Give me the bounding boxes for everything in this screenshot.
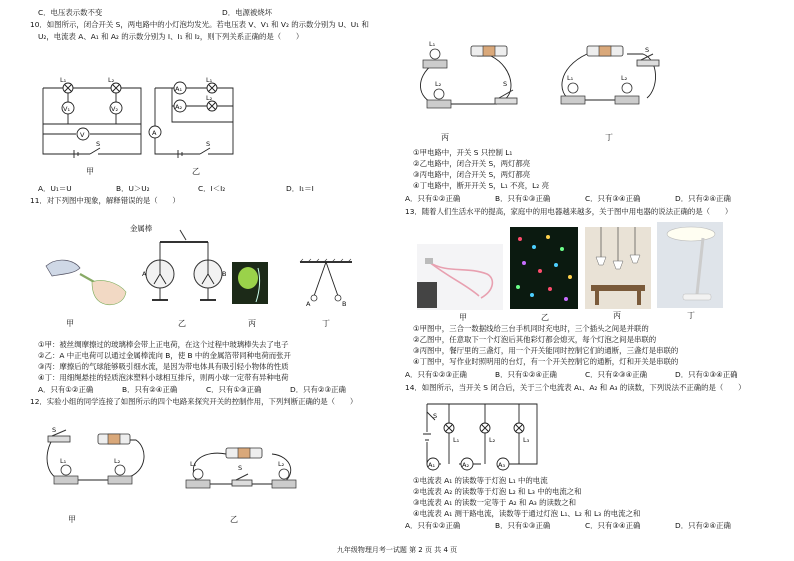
q11-fig-jia-hand bbox=[40, 252, 130, 312]
q11-ding-a-label: A bbox=[306, 300, 311, 308]
q13-option-b: B．只有①②④正确 bbox=[495, 370, 557, 379]
q10-yi-a2-label: A₂ bbox=[175, 103, 183, 111]
q11-option-a: A．只有①②正确 bbox=[38, 385, 94, 394]
q12-yi-labels bbox=[176, 440, 306, 500]
q10-fig-jia: 甲 bbox=[86, 167, 94, 176]
q12-stem: 12．实验小组的同学连接了如图所示的四个电路来探究开关的控制作用，下列判断正确的是（ ） bbox=[30, 397, 358, 406]
q13-item-1: ①甲图中，三合一数据线给三台手机同时充电时，三个插头之间是并联的 bbox=[413, 324, 649, 333]
q13-stem: 13．随着人们生活水平的提高，家庭中的用电器越来越多，关于图中用电器的说法正确的是（ ） bbox=[405, 207, 733, 216]
q12-yi-l2-label: L₂ bbox=[278, 460, 285, 468]
q12-item-1: ①甲电路中，开关 S 只控制 L₁ bbox=[413, 148, 513, 157]
q14-s-label: S bbox=[433, 412, 438, 420]
q14-option-a: A．只有①②正确 bbox=[405, 521, 461, 530]
q12-yi-l1-label: L₁ bbox=[190, 460, 197, 468]
q10-jia-v-label: V bbox=[80, 131, 85, 139]
q10-yi-a-label: A bbox=[152, 129, 157, 137]
right-column bbox=[397, 0, 785, 561]
q10-option-a: A．U₁＝U bbox=[38, 184, 72, 193]
q11-yi-a-label: A bbox=[142, 270, 147, 278]
q13-photo-bing-dining-lamps bbox=[585, 227, 651, 309]
q14-l3-label: L₃ bbox=[523, 436, 530, 444]
q12-item-2: ②乙电路中，闭合开关 S，两灯都亮 bbox=[413, 159, 531, 168]
q11-fig-yi-caption: 乙 bbox=[178, 319, 186, 328]
q13-item-3: ③丙图中，餐厅里的三盏灯，用一个开关能同时控制它们的通断，三盏灯是串联的 bbox=[413, 346, 679, 355]
q12-item-3: ③丙电路中，闭合开关 S，两灯都亮 bbox=[413, 170, 531, 179]
q11-option-d: D．只有②③正确 bbox=[290, 385, 346, 394]
q12-jia-l2-label: L₂ bbox=[114, 457, 121, 465]
q14-option-b: B．只有①③正确 bbox=[495, 521, 551, 530]
q12-bing-l2-label: L₂ bbox=[435, 80, 442, 88]
q12-bing-labels bbox=[411, 38, 531, 118]
q12-yi-s-label: S bbox=[238, 464, 243, 472]
q10-option-b: B．U＞U₂ bbox=[116, 184, 150, 193]
q13-item-4: ④丁图中，写作业时照明用的台灯，有一个开关控制它的通断，灯和开关是串联的 bbox=[413, 357, 679, 366]
q12-option-c: C．只有③④正确 bbox=[585, 194, 641, 203]
q14-l1-label: L₁ bbox=[453, 436, 460, 444]
q9-option-c: C．电压表示数不变 bbox=[38, 8, 103, 17]
q14-a1-label: A₁ bbox=[428, 461, 436, 469]
q11-fig-bing-balloon bbox=[232, 262, 268, 304]
q12-option-a: A．只有①②正确 bbox=[405, 194, 461, 203]
q14-item-3: ③电流表 A₁ 的读数一定等于 A₂ 和 A₃ 的读数之和 bbox=[413, 498, 577, 507]
q10-stem-2: U₂，电流表 A、A₁ 和 A₂ 的示数分别为 I、I₁ 和 I₂，则下列关系正确的是（ ） bbox=[38, 32, 304, 41]
q12-bing-l1-label: L₁ bbox=[429, 40, 436, 48]
q12-fig-ding-caption: 丁 bbox=[605, 133, 613, 142]
q11-fig-ding-labels bbox=[296, 258, 356, 308]
q14-item-1: ①电流表 A₁ 的读数等于灯泡 L₁ 中的电流 bbox=[413, 476, 548, 485]
q14-l2-label: L₂ bbox=[489, 436, 496, 444]
q14-option-d: D．只有②④正确 bbox=[675, 521, 731, 530]
q12-fig-yi-caption: 乙 bbox=[230, 515, 238, 524]
q10-option-d: D．I₁＝I bbox=[286, 184, 314, 193]
q11-option-c: C．只有①③正确 bbox=[206, 385, 262, 394]
page-footer: 九年级物理月考一试题 第 2 页 共 4 页 bbox=[336, 546, 458, 554]
q12-bing-s-label: S bbox=[503, 80, 508, 88]
q11-item-3: ③丙：摩擦后的气球能够吸引细水流，是因为带电体具有吸引轻小物体的性质 bbox=[38, 362, 289, 371]
q13-photo-ding-desk-lamp bbox=[657, 222, 723, 308]
q13-photo-yi-string-lights bbox=[510, 227, 578, 309]
q12-ding-s-label: S bbox=[645, 46, 650, 54]
q13-fig-yi-caption: 乙 bbox=[541, 313, 549, 322]
q13-option-a: A．只有①②③正确 bbox=[405, 370, 467, 379]
q10-circuit-yi-labels bbox=[150, 76, 238, 164]
q10-circuit-jia-labels bbox=[38, 76, 146, 164]
q12-fig-jia-caption: 甲 bbox=[68, 515, 76, 524]
q14-stem: 14．如图所示，当开关 S 闭合后，关于三个电流表 A₁、A₂ 和 A₃ 的读数，下列说法不正确的是（ ） bbox=[405, 383, 746, 392]
q10-jia-l1-label: L₁ bbox=[60, 76, 67, 84]
q13-fig-jia-caption: 甲 bbox=[459, 313, 467, 322]
q12-fig-bing-caption: 丙 bbox=[441, 133, 449, 142]
q12-option-d: D．只有②④正确 bbox=[675, 194, 731, 203]
q11-item-1: ①甲：被丝绸摩擦过的玻璃棒会带上正电荷，在这个过程中玻璃棒失去了电子 bbox=[38, 340, 289, 349]
q11-rod-label: 金属棒 bbox=[130, 224, 153, 233]
q10-stem-1: 10．如图所示，闭合开关 S，两电路中的小灯泡均发光。若电压表 V、V₁ 和 V₂ 的示数分别为 U、U₁ 和 bbox=[30, 20, 369, 29]
q11-option-b: B．只有②④正确 bbox=[122, 385, 178, 394]
q11-fig-bing-caption: 丙 bbox=[248, 319, 256, 328]
q11-item-4: ④丁：用细绳悬挂的轻质泡沫塑料小球相互排斥，则两小球一定带有异种电荷 bbox=[38, 373, 289, 382]
q13-fig-ding-caption: 丁 bbox=[687, 311, 695, 320]
q12-ding-labels bbox=[547, 38, 667, 118]
q10-fig-yi: 乙 bbox=[192, 167, 200, 176]
q13-option-c: C．只有②③④正确 bbox=[585, 370, 647, 379]
q13-photo-jia-cable bbox=[417, 244, 503, 310]
q11-fig-jia-caption: 甲 bbox=[66, 319, 74, 328]
q10-yi-l1-label: L₁ bbox=[206, 76, 213, 84]
q13-option-d: D．只有①③④正确 bbox=[675, 370, 738, 379]
q10-yi-a1-label: A₁ bbox=[175, 85, 183, 93]
q14-item-2: ②电流表 A₂ 的读数等于灯泡 L₂ 和 L₃ 中的电流之和 bbox=[413, 487, 582, 496]
q11-stem: 11．对下列图中现象，解释错误的是（ ） bbox=[30, 196, 180, 205]
q12-jia-l1-label: L₁ bbox=[60, 457, 67, 465]
q13-item-2: ②乙图中，任意取下一个灯泡后其他彩灯都会熄灭，每个灯泡之间是串联的 bbox=[413, 335, 657, 344]
q12-ding-l2-label: L₂ bbox=[621, 74, 628, 82]
q10-jia-l2-label: L₂ bbox=[108, 76, 115, 84]
left-column bbox=[0, 0, 388, 561]
q11-yi-b-label: B bbox=[222, 270, 227, 278]
q10-option-c: C．I＜I₂ bbox=[198, 184, 226, 193]
q10-jia-v1-label: V₁ bbox=[63, 105, 71, 113]
q10-jia-v2-label: V₂ bbox=[111, 105, 119, 113]
q13-fig-bing-caption: 丙 bbox=[613, 311, 621, 320]
q12-jia-s-label: S bbox=[52, 426, 57, 434]
q12-ding-l1-label: L₁ bbox=[567, 74, 574, 82]
q14-labels bbox=[419, 398, 545, 472]
q11-fig-ding-caption: 丁 bbox=[322, 319, 330, 328]
q9-option-d: D．电源被烧坏 bbox=[222, 8, 273, 17]
q14-a3-label: A₃ bbox=[498, 461, 506, 469]
q14-a2-label: A₂ bbox=[462, 461, 470, 469]
q11-fig-yi-ab-labels bbox=[138, 228, 228, 312]
q10-yi-l2-label: L₂ bbox=[206, 94, 213, 102]
q11-item-2: ②乙：A 中正电荷可以通过金属棒流向 B，使 B 中的金属箔带同种电荷而张开 bbox=[38, 351, 291, 360]
q10-jia-s-label: S bbox=[96, 140, 101, 148]
q14-item-4: ④电流表 A₁ 测干路电流，读数等于通过灯泡 L₁、L₂ 和 L₃ 的电流之和 bbox=[413, 509, 641, 518]
q12-jia-labels bbox=[38, 428, 150, 494]
q10-yi-s-label: S bbox=[206, 140, 211, 148]
q12-option-b: B．只有①③正确 bbox=[495, 194, 551, 203]
q11-ding-b-label: B bbox=[342, 300, 347, 308]
q14-option-c: C．只有③④正确 bbox=[585, 521, 641, 530]
q12-item-4: ④丁电路中，断开开关 S，L₁ 不亮，L₂ 亮 bbox=[413, 181, 549, 190]
